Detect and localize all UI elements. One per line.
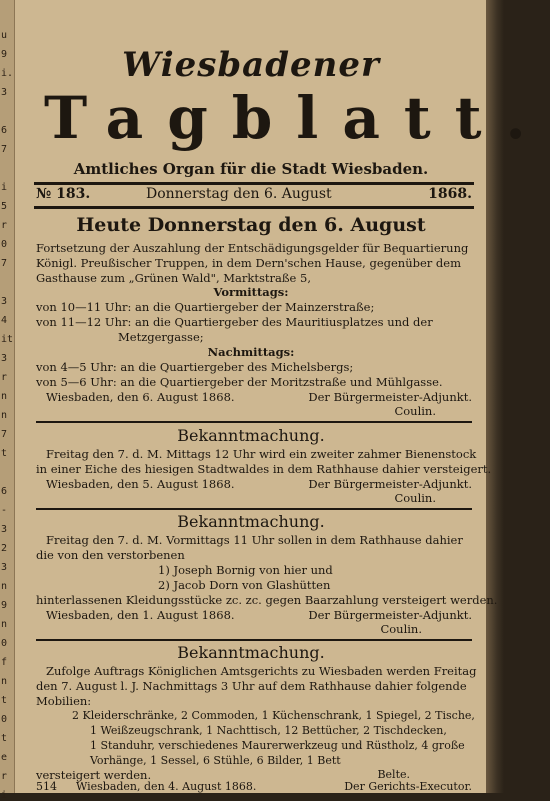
notice-1-pm-line: von 5—6 Uhr: an die Quartiergeber der Moritzstraße und Mühlgasse. xyxy=(36,375,443,389)
gutter-character: n xyxy=(1,619,8,630)
header-rule-top xyxy=(34,182,474,185)
left-page-gutter xyxy=(0,0,15,801)
gutter-character: 0 xyxy=(1,239,8,250)
notice-4-place-date: Wiesbaden, den 4. August 1868. xyxy=(76,780,257,793)
notice-4-item-line: 1 Weißzeugschrank, 1 Nachttisch, 12 Bettücher, 2 Tischdecken, xyxy=(90,724,447,737)
gutter-character: 6 xyxy=(1,486,8,497)
gutter-character: i xyxy=(1,182,8,193)
notice-2-line: in einer Eiche des hiesigen Stadtwaldes in dem Rathhause dahier versteigert. xyxy=(36,462,492,476)
page-number: 514 xyxy=(36,780,57,793)
masthead-line-2: Tagblatt. xyxy=(44,84,550,152)
gutter-character: 9 xyxy=(1,49,8,60)
notice-2-place-date: Wiesbaden, den 5. August 1868. xyxy=(46,477,235,491)
notice-1-am-line: von 10—11 Uhr: an die Quartiergeber der Mainzerstraße; xyxy=(36,300,375,314)
notice-1-line: Fortsetzung der Auszahlung der Entschädigungsgelder für Bequartierung xyxy=(36,241,469,255)
gutter-character: r xyxy=(1,372,8,383)
notice-3-line: Freitag den 7. d. M. Vormittags 11 Uhr sollen in dem Rathhause dahier xyxy=(46,533,463,547)
gutter-character: 3 xyxy=(1,353,8,364)
gutter-character: n xyxy=(1,410,8,421)
gutter-character: 4 xyxy=(1,315,8,326)
notice-4-item-line: Vorhänge, 1 Sessel, 6 Stühle, 6 Bilder, 1 Bett xyxy=(90,754,341,767)
notice-1-pm-line: von 4—5 Uhr: an die Quartiergeber des Michelsbergs; xyxy=(36,360,354,374)
gutter-character: - xyxy=(1,505,8,516)
gutter-character: 3 xyxy=(1,296,8,307)
issue-year: 1868. xyxy=(428,186,472,202)
notice-1-place-date: Wiesbaden, den 6. August 1868. xyxy=(46,390,235,404)
masthead-subtitle: Amtliches Organ für die Stadt Wiesbaden. xyxy=(73,160,429,178)
notice-4-line: Mobilien: xyxy=(36,694,92,708)
notice-1-nachmittags: Nachmittags: xyxy=(207,345,295,359)
issue-number: № 183. xyxy=(36,186,91,202)
notice-1-am-line: von 11—12 Uhr: an die Quartiergeber des Mauritiusplatzes und der xyxy=(36,315,433,329)
notice-1-line: Königl. Preußischer Truppen, in dem Dern'schen Hause, gegenüber dem xyxy=(36,256,462,270)
gutter-character: 0 xyxy=(1,714,8,725)
notice-4-signer: Belte. xyxy=(377,768,410,781)
notice-3-line: die von den verstorbenen xyxy=(36,548,185,562)
gutter-character: t xyxy=(1,733,8,744)
gutter-character: n xyxy=(1,581,8,592)
section-divider xyxy=(36,508,472,510)
gutter-character: u xyxy=(1,30,8,41)
notice-2-signer-title: Der Bürgermeister-Adjunkt. xyxy=(308,477,472,491)
notice-1-signer-title: Der Bürgermeister-Adjunkt. xyxy=(308,390,472,404)
gutter-character: i. xyxy=(1,68,14,79)
notice-2-heading: Bekanntmachung. xyxy=(177,426,325,445)
notice-4-line: Zufolge Auftrags Königlichen Amtsgerichts zu Wiesbaden werden Freitag xyxy=(46,664,477,678)
gutter-character: t xyxy=(1,695,8,706)
gutter-character: 9 xyxy=(1,600,8,611)
notice-2-signer: Coulin. xyxy=(394,491,436,505)
issue-info-bar xyxy=(36,186,472,206)
notice-1-line: Gasthause zum „Grünen Wald", Marktstraße 5, xyxy=(36,271,311,285)
masthead-line-1: Wiesbadener xyxy=(122,45,380,85)
gutter-character: i xyxy=(1,790,8,801)
header-rule-bottom xyxy=(34,206,474,209)
page-content xyxy=(20,0,550,793)
notice-4-heading: Bekanntmachung. xyxy=(177,643,325,662)
notice-1-heading: Heute Donnerstag den 6. August xyxy=(76,214,426,236)
notice-1-am-line: Metzgergasse; xyxy=(118,330,204,344)
section-divider xyxy=(36,639,472,641)
notice-4-signer-title: Der Gerichts-Executor. xyxy=(344,780,472,793)
notice-3-person: 2) Jacob Dorn von Glashütten xyxy=(158,578,331,592)
gutter-character: it xyxy=(1,334,14,345)
gutter-character: 7 xyxy=(1,144,8,155)
notice-4-item-line: 2 Kleiderschränke, 2 Commoden, 1 Küchenschrank, 1 Spiegel, 2 Tische, xyxy=(72,709,475,722)
gutter-character: e xyxy=(1,752,8,763)
notice-3-place-date: Wiesbaden, den 1. August 1868. xyxy=(46,608,235,622)
notice-1-signer: Coulin. xyxy=(394,404,436,418)
notice-4-line: den 7. August l. J. Nachmittags 3 Uhr auf dem Rathhause dahier folgende xyxy=(36,679,467,693)
gutter-character: n xyxy=(1,391,8,402)
notice-3-heading: Bekanntmachung. xyxy=(177,512,325,531)
notice-4-item-line: 1 Standuhr, verschiedenes Maurerwerkzeug und Rüstholz, 4 große xyxy=(90,739,465,752)
gutter-character: 5 xyxy=(1,201,8,212)
gutter-character: n xyxy=(1,676,8,687)
gutter-character: f xyxy=(1,657,8,668)
notice-3-signer: Coulin. xyxy=(380,622,422,636)
gutter-character: 3 xyxy=(1,87,8,98)
notice-1-vormittags: Vormittags: xyxy=(213,285,289,299)
gutter-character: 7 xyxy=(1,429,8,440)
notice-3-signer-title: Der Bürgermeister-Adjunkt. xyxy=(308,608,472,622)
gutter-character: 6 xyxy=(1,125,8,136)
notice-2-line: Freitag den 7. d. M. Mittags 12 Uhr wird ein zweiter zahmer Bienenstock xyxy=(46,447,477,461)
gutter-character: 3 xyxy=(1,562,8,573)
gutter-character: r xyxy=(1,771,8,782)
gutter-character: 0 xyxy=(1,638,8,649)
gutter-character: 3 xyxy=(1,524,8,535)
notice-3-tail: hinterlassenen Kleidungsstücke zc. zc. gegen Baarzahlung versteigert werden. xyxy=(36,593,498,607)
notice-3-person: 1) Joseph Bornig von hier und xyxy=(158,563,333,577)
gutter-character: t xyxy=(1,448,8,459)
gutter-character: 7 xyxy=(1,258,8,269)
section-divider xyxy=(36,421,472,423)
gutter-character: 2 xyxy=(1,543,8,554)
issue-date: Donnerstag den 6. August xyxy=(146,186,332,202)
notice-4-tail: versteigert werden. xyxy=(36,768,152,782)
gutter-character: r xyxy=(1,220,8,231)
